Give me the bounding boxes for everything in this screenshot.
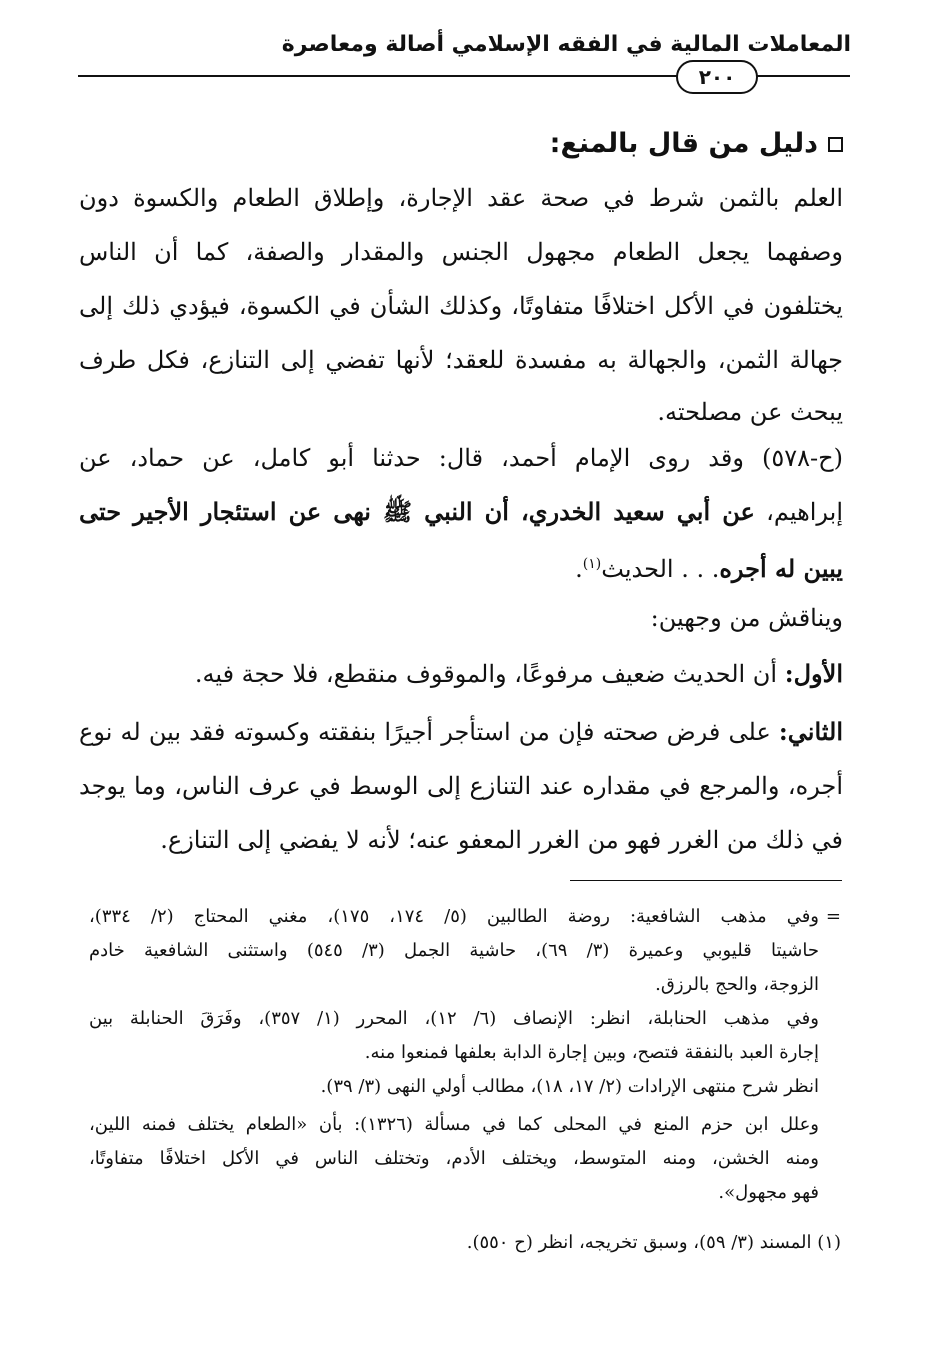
footnote-line-3: الزوجة، والحج بالرزق. [655, 974, 819, 995]
section-heading [550, 124, 843, 164]
first-label: الأول: [784, 659, 843, 688]
second-objection-line-3: في ذلك من الغرر فهو من الغرر المعفو عنه؛ لأنه لا يفضي إلى التنازع. [160, 826, 843, 854]
body-line-2: وصفهما يجعل الطعام مجهول الجنس والمقدار والصفة، كما أن الناس [79, 238, 843, 266]
second-text-1: على فرض صحته فإن من استأجر أجيرًا بنفقته وكسوته فقد بين له نوع [79, 718, 771, 746]
footnote-line-9: فهو مجهول». [718, 1182, 819, 1203]
footnote-continuation-mark: = [825, 906, 841, 927]
hadith-line-3 [79, 544, 843, 589]
hadith-line-3-bold: يبين له أجره [719, 554, 843, 583]
footnote-line-4: وفي مذهب الحنابلة، انظر: الإنصاف (٦/ ١٢)، المحرر (١/ ٣٥٧)، وفَرَقَ الحنابلة بين [89, 1008, 819, 1029]
footnote-line-5: إجارة العبد بالنفقة فتصح، وبين إجارة الدابة بعلفها فمنعوا منه. [364, 1042, 819, 1063]
second-objection-line-2: أجره، والمرجع في مقداره عند التنازع إلى الوسط في عرف الناس، وما يوجد [79, 772, 843, 800]
second-label: الثاني: [778, 717, 843, 746]
body-line-5: يبحث عن مصلحته. [657, 398, 843, 426]
footnote-rule [570, 880, 842, 881]
footnote-line-1: وفي مذهب الشافعية: روضة الطالبين (٥/ ١٧٤، ١٧٥)، مغني المحتاج (٢/ ٣٣٤)، [89, 906, 819, 927]
body-line-3: يختلفون في الأكل اختلافًا متفاوتًا، وكذلك الشأن في الكسوة، فيؤدي ذلك إلى [79, 292, 843, 320]
first-text: أن الحديث ضعيف مرفوعًا، والموقوف منقطع، فلا حجة فيه. [194, 660, 778, 688]
hadith-line-2-bold: عن أبي سعيد الخدري، أن النبي ﷺ نهى عن استئجار الأجير حتى [79, 497, 755, 526]
footnote-line-2: حاشيتا قليوبي وعميرة (٣/ ٦٩)، حاشية الجمل (٣/ ٥٤٥) واستثنى الشافعية خادم [89, 940, 819, 961]
square-bullet-icon [828, 137, 843, 152]
footnote-line-7: وعلل ابن حزم المنع في المحلى كما في مسألة (١٣٢٦): بأن «الطعام يختلف فمنه اللين، [89, 1114, 819, 1135]
discussion-intro: ويناقش من وجهين: [650, 604, 843, 632]
hadith-line-3-plain: . . . الحديث [601, 555, 720, 583]
hadith-line-1: (ح-٥٧٨) وقد روى الإمام أحمد، قال: حدثنا أبو كامل، عن حماد، عن [79, 444, 843, 472]
footnote-line-8: ومنه الخشن، ومنه المتوسط، ويختلف الأدم، وتختلف الناس في الأكل اختلافًا متفاوتًا، [89, 1148, 819, 1169]
footnote-ref-1: (١) [582, 556, 602, 572]
second-objection-line-1 [79, 712, 843, 752]
section-heading-text: دليل من قال بالمنع: [549, 128, 818, 159]
body-line-4: جهالة الثمن، والجهالة به مفسدة للعقد؛ لأنها تفضي إلى التنازع، فكل طرف [79, 346, 843, 374]
first-objection [79, 654, 843, 694]
footnote-line-6: انظر شرح منتهى الإرادات (٢/ ١٧، ١٨)، مطالب أولي النهى (٣/ ٣٩). [320, 1076, 819, 1097]
page-number: ٢٠٠ [676, 60, 758, 94]
hadith-line-3-end: . [575, 555, 583, 583]
footnote-1: (١) المسند (٣/ ٥٩)، وسبق تخريجه، انظر (ح ٥٥٠). [466, 1232, 841, 1253]
hadith-line-2-plain: إبراهيم، [754, 498, 843, 526]
hadith-line-2 [79, 492, 843, 532]
running-title: المعاملات المالية في الفقه الإسلامي أصالة ومعاصرة [281, 32, 851, 57]
body-line-1: العلم بالثمن شرط في صحة عقد الإجارة، وإطلاق الطعام والكسوة دون [79, 184, 843, 212]
